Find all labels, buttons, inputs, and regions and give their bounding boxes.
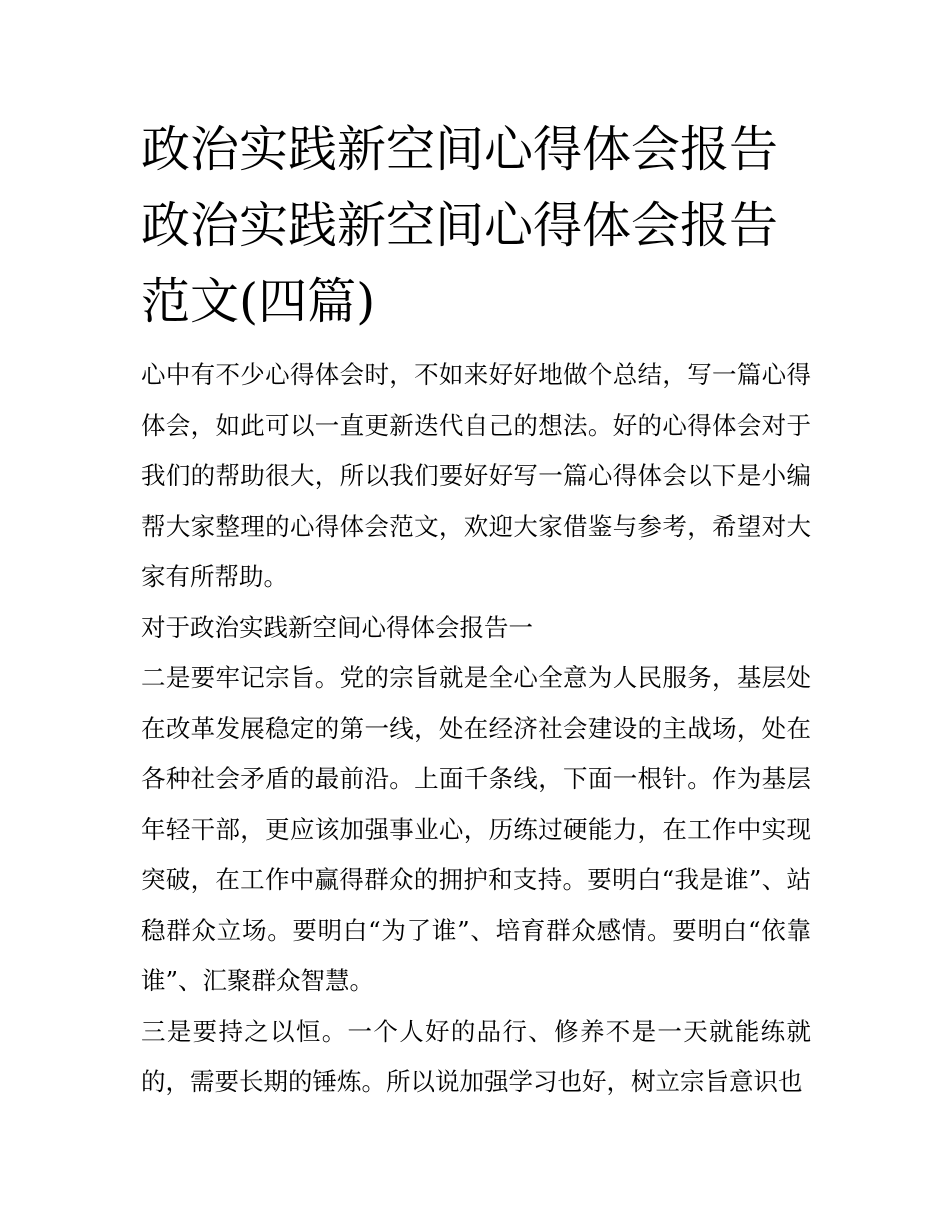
document-page: [141, 112, 811, 1108]
section-heading: 对于政治实践新空间心得体会报告一: [141, 612, 533, 642]
intro-paragraph: 心中有不少心得体会时，不如来好好地做个总结，写一篇心得体会，如此可以一直更新迭代自己的想法。好的心得体会对于我们的帮助很大，所以我们要好好写一篇心得体会以下是小编帮大家整理的心得体会范文，欢迎大家借鉴与参考，希望对大家有所帮助。: [141, 360, 811, 591]
body-paragraph: 三是要持之以恒。一个人好的品行、修养不是一天就能练就的，需要长期的锤炼。所以说加强学习也好，树立宗旨意识也: [141, 1016, 811, 1096]
body-paragraph: 二是要牢记宗旨。党的宗旨就是全心全意为人民服务，基层处在改革发展稳定的第一线，处在经济社会建设的主战场，处在各种社会矛盾的最前沿。上面千条线，下面一根针。作为基层年轻干部，更应该加强事业心，历练过硬能力，在工作中实现突破，在工作中赢得群众的拥护和支持。要明白“我是谁”、站稳群众立场。要明白“为了谁”、培育群众感情。要明白“依靠谁”、汇聚群众智慧。: [141, 663, 811, 995]
document-title: 政治实践新空间心得体会报告政治实践新空间心得体会报告范文(四篇): [141, 121, 779, 330]
